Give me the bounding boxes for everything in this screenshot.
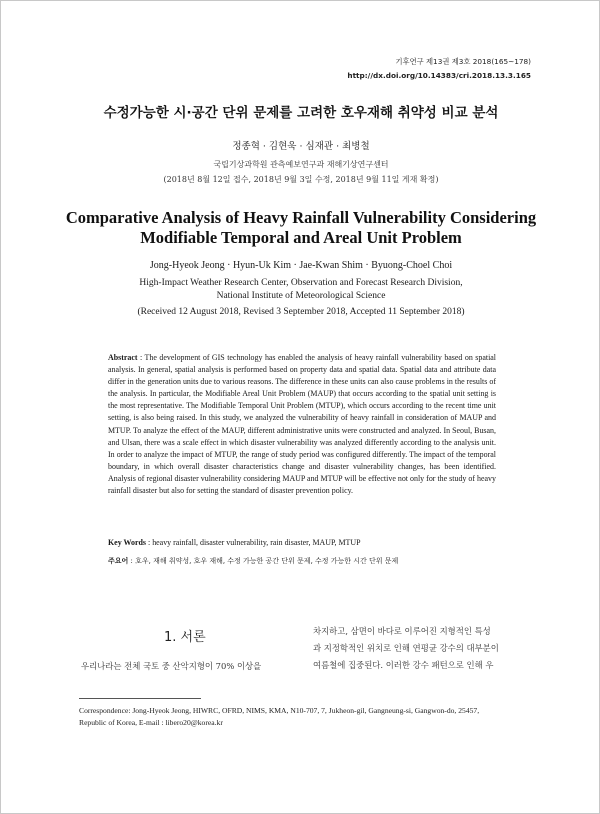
footnote-line-2: Republic of Korea, E-mail : libero20@korea.kr (79, 718, 223, 727)
abstract (108, 352, 496, 497)
english-affiliation (1, 277, 600, 302)
body-left-line-1: 우리나라는 전체 국토 중 산악지형이 70% 이상을 (81, 661, 262, 671)
english-affiliation-line-1: High-Impact Weather Research Center, Observation and Forecast Research Division, (139, 278, 463, 288)
english-dates: (Received 12 August 2018, Revised 3 September 2018, Accepted 11 September 2018) (137, 307, 465, 317)
correspondence-footnote (79, 705, 529, 729)
key-words-text: : heavy rainfall, disaster vulnerability, rain disaster, MAUP, MTUP (146, 538, 361, 547)
section-heading: 1. 서론 (164, 630, 206, 645)
journal-citation: 기후연구 제13권 제3호 2018(165~178) (395, 57, 531, 66)
english-affiliation-line-2: National Institute of Meteorological Science (216, 290, 386, 301)
korean-key-words-label: 주요어 (108, 557, 129, 565)
doi-link[interactable]: http://dx.doi.org/10.14383/cri.2018.13.3.165 (347, 71, 531, 80)
english-title-line-1: Comparative Analysis of Heavy Rainfall Vulnerability Considering (65, 208, 537, 227)
body-right-line-3: 여름철에 집중된다. 이러한 강수 패턴으로 인해 우 (313, 660, 494, 670)
key-words-label: Key Words (108, 538, 147, 547)
korean-key-words (108, 556, 496, 566)
english-authors: Jong-Hyeok Jeong · Hyun-Uk Kim · Jae-Kwan Shim · Byuong-Choel Choi (149, 260, 453, 271)
body-right-line-2: 과 지정학적인 위치로 인해 연평균 강수의 대부분이 (313, 643, 499, 653)
korean-key-words-text: : 호우, 재해 취약성, 호우 재해, 수정 가능한 공간 단위 문제, 수정 가능한 시간 단위 문제 (128, 557, 399, 565)
key-words (108, 538, 496, 547)
korean-affiliation: 국립기상과학원 관측예보연구과 재해기상연구센터 (213, 160, 389, 169)
abstract-label: Abstract (108, 353, 138, 362)
english-title (1, 208, 600, 248)
english-title-line-2: Modifiable Temporal and Areal Unit Problem (140, 228, 462, 247)
abstract-text: : The development of GIS technology has enabled the analysis of heavy rainfall vulnerability based on spatial analysis. In general, spatial analysis is performed based on property data and spatial data. Spatial data and attribute data differ in the generation units due to various reasons. The difference in these units can also cause problems in the results of the analysis. In particular, the Modifiable Areal Unit Problem (MAUP) that occurs according to the spatial unit setting is the most representative. The Modifiable Temporal Unit Problem (MTUP), which occurs according to the recent time unit setting, is also being raised. In this study, we analyzed the vulnerability of heavy rainfall in consideration of MAUP and MTUP. To analyze the effect of the MAUP, different administrative units were constructed and analyzed. In Seoul, Busan, and Ulsan, there was a scale effect in which disaster vulnerability was analyzed differently according to the analysis unit. In order to analyze the impact of MTUP, the range of study period was configured differently. The impact of the temporal boundary, in which overall disaster characteristics change and disaster vulnerability changes, has been identified. Analysis of regional disaster vulnerability considering MAUP and MTUP will be effective not only for the study of heavy rainfall disaster but also for setting the standard of disaster prevention policy. (108, 353, 496, 496)
footnote-divider (79, 698, 201, 699)
korean-authors: 정종혁 · 김현욱 · 심재관 · 최병철 (232, 141, 370, 152)
footnote-line-1: Correspondence: Jong-Hyeok Jeong, HIWRC, OFRD, NIMS, KMA, N10-707, 7, Jukheon-gil, Gangneung-si, Gangwon-do, 25457, (79, 706, 480, 715)
korean-title: 수정가능한 시·공간 단위 문제를 고려한 호우재해 취약성 비교 분석 (103, 105, 499, 121)
body-right-line-1: 차지하고, 삼면이 바다로 이루어진 지형적인 특성 (313, 626, 491, 636)
korean-dates: (2018년 8월 12일 접수, 2018년 9월 3일 수정, 2018년 9월 11일 게재 확정) (163, 175, 439, 184)
